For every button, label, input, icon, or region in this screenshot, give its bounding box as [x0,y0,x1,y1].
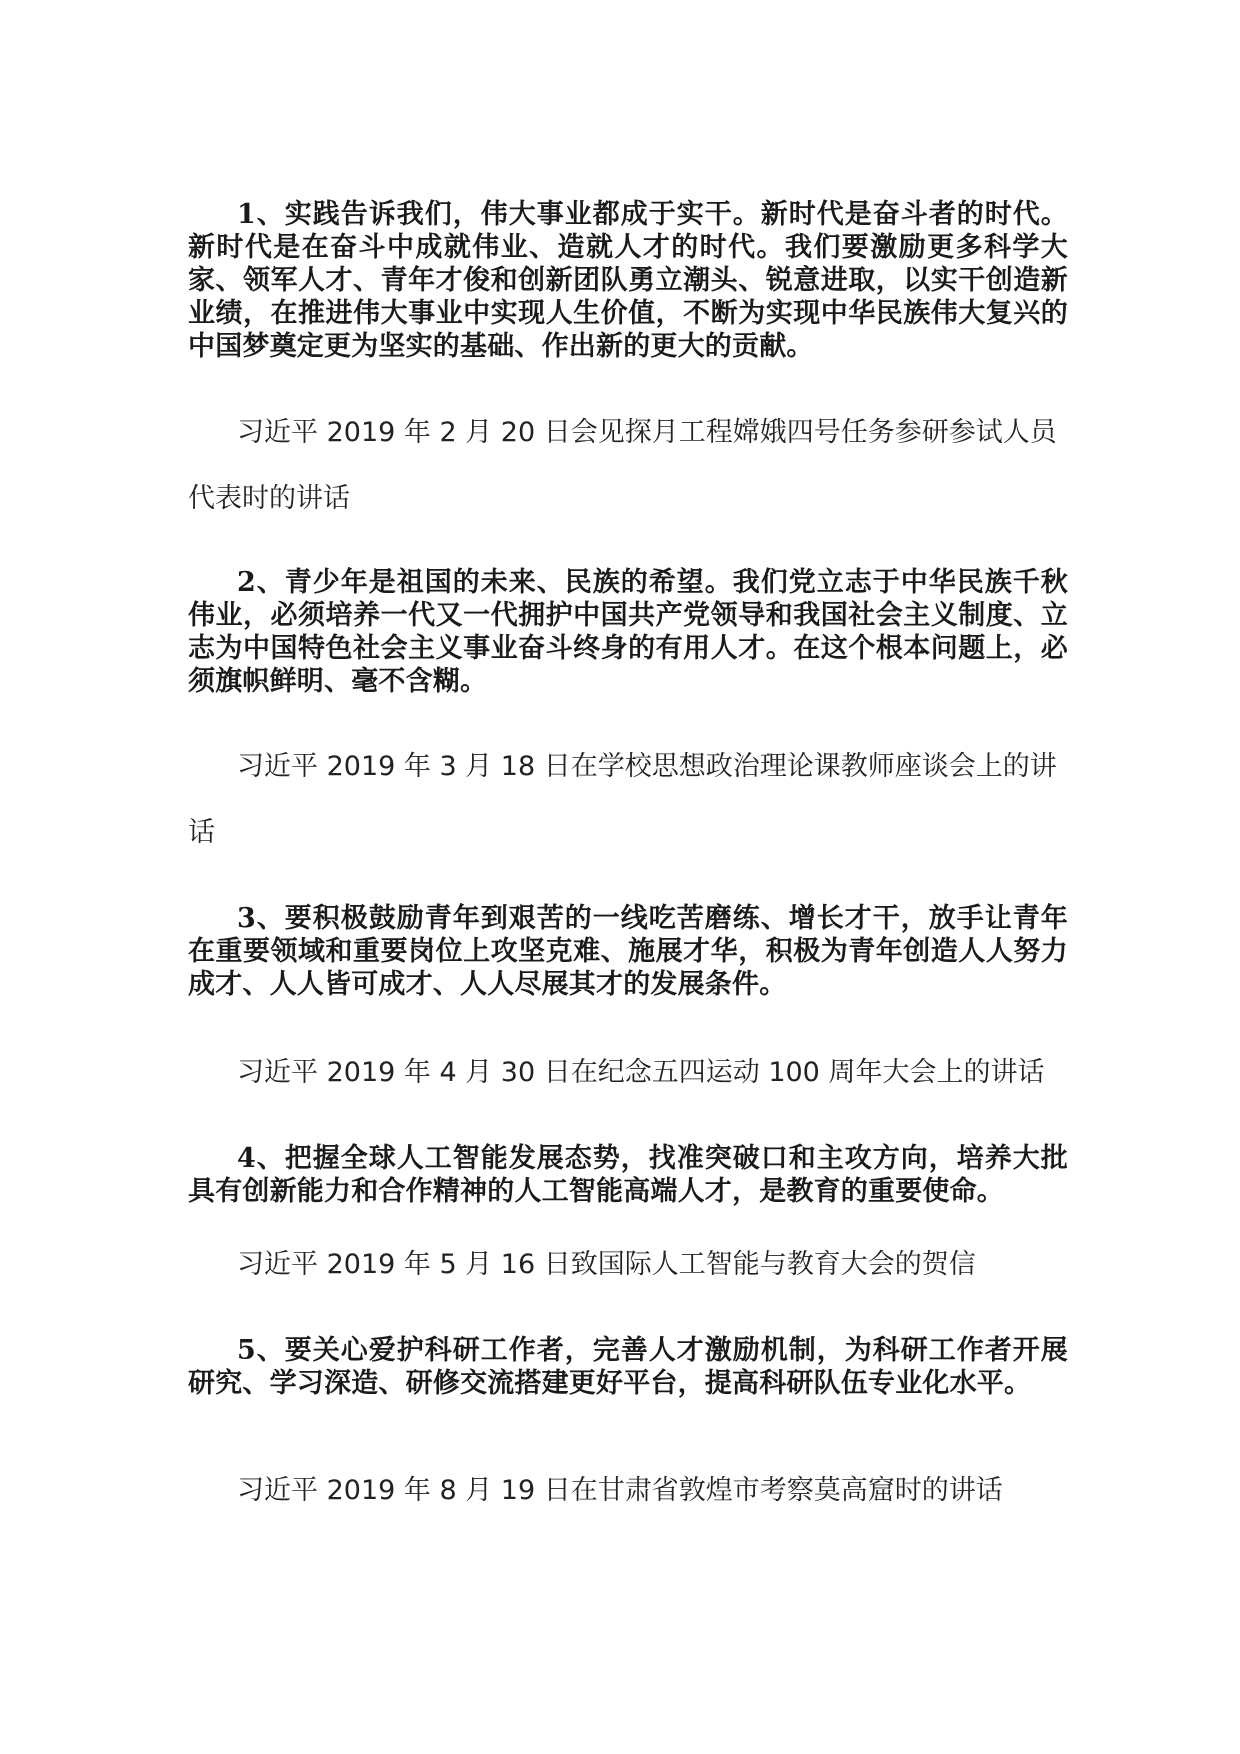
quote-3: 3、要积极鼓励青年到艰苦的一线吃苦磨练、增长才干，放手让青年在重要领域和重要岗位上攻坚克难、施展才华，积极为青年创造人人努力成才、人人皆可成才、人人尽展其才的发展条件。 [188,903,1068,1000]
source-3: 习近平 2019 年 4 月 30 日在纪念五四运动 100 周年大会上的讲话 [237,1057,1045,1088]
source-5: 习近平 2019 年 8 月 19 日在甘肃省敦煌市考察莫高窟时的讲话 [237,1475,1003,1506]
quote-1: 1、实践告诉我们，伟大事业都成于实干。新时代是奋斗者的时代。新时代是在奋斗中成就伟业、造就人才的时代。我们要激励更多科学大家、领军人才、青年才俊和创新团队勇立潮头、锐意进取，以实干创造新业绩，在推进伟大事业中实现人生价值，不断为实现中华民族伟大复兴的中国梦奠定更为坚实的基础、作出新的更大的贡献。 [188,199,1068,362]
quote-2: 2、青少年是祖国的未来、民族的希望。我们党立志于中华民族千秋伟业，必须培养一代又一代拥护中国共产党领导和我国社会主义制度、立志为中国特色社会主义事业奋斗终身的有用人才。在这个根本问题上，必须旗帜鲜明、毫不含糊。 [188,567,1068,697]
quote-5: 5、要关心爱护科研工作者，完善人才激励机制，为科研工作者开展研究、学习深造、研修交流搭建更好平台，提高科研队伍专业化水平。 [188,1335,1068,1399]
source-4: 习近平 2019 年 5 月 16 日致国际人工智能与教育大会的贺信 [237,1249,976,1280]
source-1: 习近平 2019 年 2 月 20 日会见探月工程嫦娥四号任务参研参试人员代表时的讲话 [188,417,1057,514]
source-2: 习近平 2019 年 3 月 18 日在学校思想政治理论课教师座谈会上的讲话 [188,751,1057,848]
quote-4: 4、把握全球人工智能发展态势，找准突破口和主攻方向，培养大批具有创新能力和合作精神的人工智能高端人才，是教育的重要使命。 [188,1143,1068,1207]
